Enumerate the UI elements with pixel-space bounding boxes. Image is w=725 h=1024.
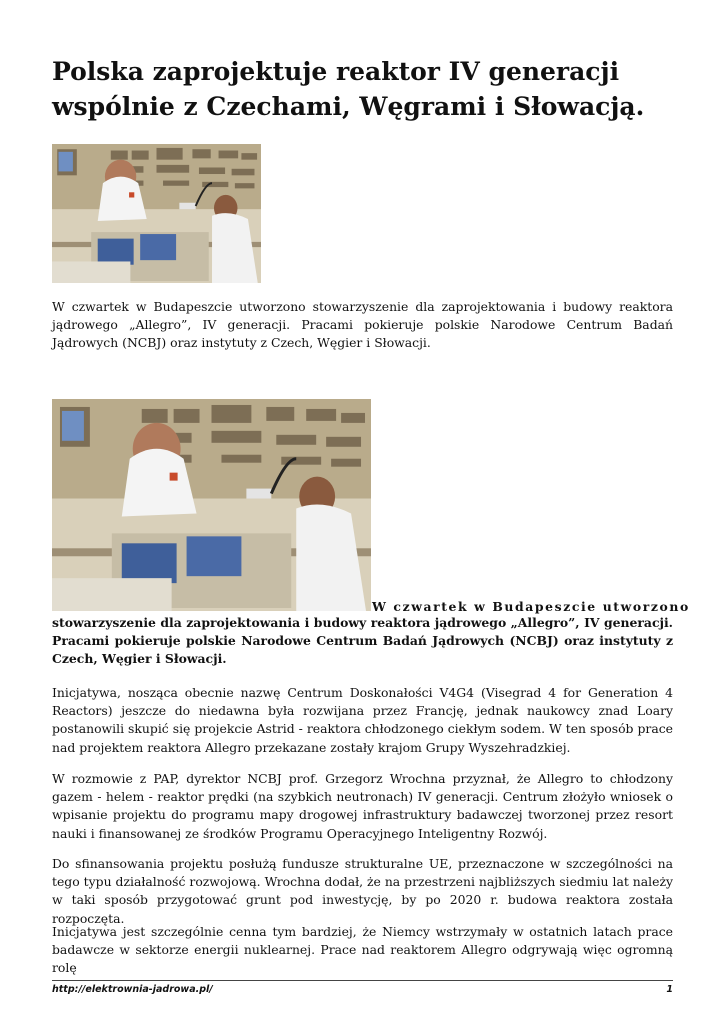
body-paragraph: W rozmowie z PAP, dyrektor NCBJ prof. Grzegorz Wrochna przyznał, że Allegro to chłodzony gazem - helem - reaktor prędki (na szybkich neutronach) IV generacji. Centrum złożyło wniosek o wpisanie projektu do programu mapy drogowej infrastruktury badawczej tworzonej przez resort nauki i finansowanej ze środków Programu Operacyjnego Inteligentny Rozwój. <box>52 771 673 841</box>
photo-caption-first-line: W czwartek w Budapeszcie utworzono <box>372 599 690 614</box>
article-title: Polska zaprojektuje reaktor IV generacji wspólnie z Czechami, Węgrami i Słowacją. <box>52 57 645 121</box>
control-room-photo-small <box>52 144 261 283</box>
footer-divider <box>52 980 673 981</box>
body-paragraph: Do sfinansowania projektu posłużą fundusze strukturalne UE, przeznaczone w szczególności na tego typu działalność rozwojową. Wrochna dodał, że na przestrzeni najbliższych siedmiu lat należy w taki sposób przygotować grunt pod inwestycję, by po 2020 r. budowa reaktora została rozpoczęta. <box>52 856 673 926</box>
photo-caption: stowarzyszenie dla zaprojektowania i budowy reaktora jądrowego „Allegro”, IV generacji. Pracami pokieruje polskie Narodowe Centrum Badań Jądrowych (NCBJ) oraz instytuty z Czech, Węgier i Słowacji. <box>52 615 673 667</box>
intro-paragraph: W czwartek w Budapeszcie utworzono stowarzyszenie dla zaprojektowania i budowy reaktora jądrowego „Allegro”, IV generacji. Pracami pokieruje polskie Narodowe Centrum Badań Jądrowych (NCBJ) oraz instytuty z Czech, Węgier i Słowacji. <box>52 299 673 351</box>
page-number: 1 <box>666 984 673 995</box>
footer-url[interactable]: http://elektrownia-jadrowa.pl/ <box>52 984 213 995</box>
control-room-photo-large <box>52 399 371 611</box>
body-paragraph: Inicjatywa, nosząca obecnie nazwę Centrum Doskonałości V4G4 (Visegrad 4 for Generation 4 Reactors) jeszcze do niedawna była rozwijana przez Francję, jednak naukowcy znad Loary postanowili skupić się projekcie Astrid - reaktora chłodzonego ciekłym sodem. W ten sposób prace nad projektem reaktora Allegro przekazane zostały krajom Grupy Wyszehradzkiej. <box>52 685 673 755</box>
body-paragraph: Inicjatywa jest szczególnie cenna tym bardziej, że Niemcy wstrzymały w ostatnich latach prace badawcze w sektorze energii nuklearnej. Prace nad reaktorem Allegro odgrywają więc ogromną rolę <box>52 924 673 976</box>
